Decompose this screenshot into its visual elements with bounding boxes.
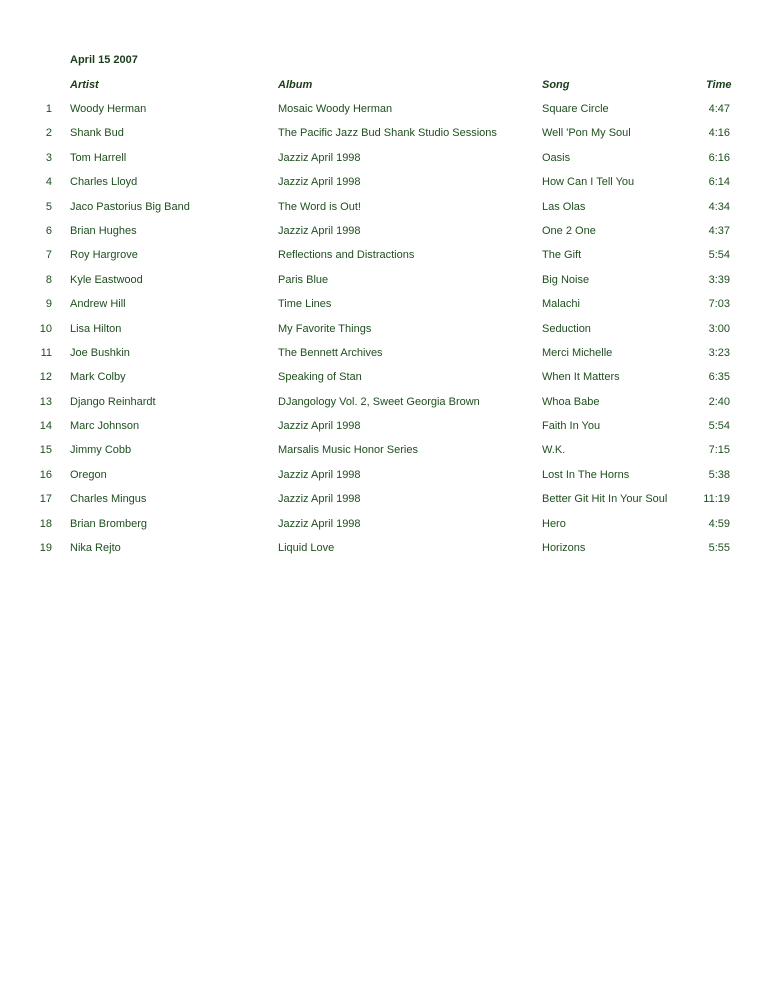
row-album: Time Lines xyxy=(278,298,332,311)
row-artist: Charles Mingus xyxy=(70,493,147,506)
row-song: W.K. xyxy=(542,444,566,457)
row-song: One 2 One xyxy=(542,224,596,237)
table-row xyxy=(0,444,768,468)
row-number: 16 xyxy=(39,468,52,481)
table-row xyxy=(0,420,768,444)
row-number: 13 xyxy=(39,395,52,408)
row-artist: Kyle Eastwood xyxy=(70,273,143,286)
row-album: DJangology Vol. 2, Sweet Georgia Brown xyxy=(278,395,480,408)
row-song: When It Matters xyxy=(542,371,620,384)
row-number: 4 xyxy=(45,176,52,189)
row-album: The Pacific Jazz Bud Shank Studio Sessions xyxy=(278,127,497,140)
row-time: 3:23 xyxy=(708,346,730,359)
table-row xyxy=(0,152,768,176)
table-row xyxy=(0,225,768,249)
table-row xyxy=(0,127,768,151)
row-time: 11:19 xyxy=(703,493,730,506)
row-time: 4:34 xyxy=(708,200,730,213)
row-number: 17 xyxy=(39,493,52,506)
row-artist: Nika Rejto xyxy=(70,542,121,555)
header-album: Album xyxy=(278,79,313,91)
row-album: Reflections and Distractions xyxy=(278,249,415,262)
row-time: 6:35 xyxy=(708,371,730,384)
row-album: Jazziz April 1998 xyxy=(278,420,361,433)
row-album: Mosaic Woody Herman xyxy=(278,103,393,115)
page-date: April 15 2007 xyxy=(70,54,138,66)
row-album: Jazziz April 1998 xyxy=(278,468,361,481)
row-artist: Shank Bud xyxy=(70,127,124,140)
row-song: Well 'Pon My Soul xyxy=(542,127,631,140)
row-time: 4:16 xyxy=(708,127,730,140)
row-album: Speaking of Stan xyxy=(278,371,362,384)
row-time: 3:39 xyxy=(708,273,730,286)
row-number: 15 xyxy=(39,444,52,457)
row-time: 3:00 xyxy=(708,322,730,335)
table-row xyxy=(0,274,768,298)
row-time: 7:15 xyxy=(708,444,730,457)
table-row xyxy=(0,201,768,225)
header-artist: Artist xyxy=(70,79,99,91)
row-album: My Favorite Things xyxy=(278,322,372,335)
playlist-table xyxy=(0,103,768,566)
row-artist: Django Reinhardt xyxy=(70,395,156,408)
row-time: 4:47 xyxy=(708,103,730,115)
row-album: The Bennett Archives xyxy=(278,346,383,359)
row-song: Square Circle xyxy=(542,103,609,115)
row-song: Seduction xyxy=(542,322,591,335)
row-number: 7 xyxy=(45,249,52,262)
row-artist: Jaco Pastorius Big Band xyxy=(70,200,190,213)
row-artist: Woody Herman xyxy=(70,103,147,115)
row-number: 2 xyxy=(45,127,52,140)
row-number: 10 xyxy=(39,322,52,335)
table-row xyxy=(0,542,768,566)
row-time: 4:59 xyxy=(708,517,730,530)
row-artist: Marc Johnson xyxy=(70,420,140,433)
row-album: The Word is Out! xyxy=(278,200,361,213)
row-artist: Charles Lloyd xyxy=(70,176,138,189)
row-album: Jazziz April 1998 xyxy=(278,224,361,237)
table-row xyxy=(0,493,768,517)
row-time: 7:03 xyxy=(708,298,730,311)
row-artist: Tom Harrell xyxy=(70,151,127,164)
row-number: 3 xyxy=(45,151,52,164)
row-album: Marsalis Music Honor Series xyxy=(278,444,418,457)
row-artist: Joe Bushkin xyxy=(70,346,130,359)
row-artist: Roy Hargrove xyxy=(70,249,138,262)
row-song: Big Noise xyxy=(542,273,590,286)
row-album: Jazziz April 1998 xyxy=(278,517,361,530)
row-artist: Mark Colby xyxy=(70,371,126,384)
table-row xyxy=(0,323,768,347)
row-song: Las Olas xyxy=(542,200,586,213)
table-row xyxy=(0,518,768,542)
row-time: 6:14 xyxy=(708,176,730,189)
row-song: Better Git Hit In Your Soul xyxy=(542,493,668,506)
row-artist: Brian Bromberg xyxy=(70,517,148,530)
row-number: 19 xyxy=(39,542,52,555)
table-row xyxy=(0,176,768,200)
row-song: Whoa Babe xyxy=(542,395,600,408)
row-time: 5:55 xyxy=(708,542,730,555)
row-artist: Oregon xyxy=(70,468,107,481)
table-header xyxy=(0,79,768,93)
header-song: Song xyxy=(542,79,570,91)
table-row xyxy=(0,371,768,395)
row-artist: Andrew Hill xyxy=(70,298,126,311)
row-album: Jazziz April 1998 xyxy=(278,176,361,189)
row-time: 5:54 xyxy=(708,249,730,262)
row-number: 11 xyxy=(40,346,52,359)
row-song: Horizons xyxy=(542,542,586,555)
row-song: Merci Michelle xyxy=(542,346,613,359)
row-song: How Can I Tell You xyxy=(542,176,635,189)
row-song: Hero xyxy=(542,517,566,530)
row-artist: Lisa Hilton xyxy=(70,322,122,335)
header-time: Time xyxy=(706,79,732,91)
row-time: 6:16 xyxy=(708,151,730,164)
row-artist: Jimmy Cobb xyxy=(70,444,132,457)
table-row xyxy=(0,298,768,322)
row-song: Lost In The Horns xyxy=(542,468,630,481)
row-number: 6 xyxy=(45,224,52,237)
row-number: 5 xyxy=(45,200,52,213)
row-number: 8 xyxy=(45,273,52,286)
row-number: 18 xyxy=(39,517,52,530)
row-album: Liquid Love xyxy=(278,542,335,555)
table-row xyxy=(0,103,768,127)
row-album: Jazziz April 1998 xyxy=(278,151,361,164)
row-song: Malachi xyxy=(542,298,580,311)
row-album: Jazziz April 1998 xyxy=(278,493,361,506)
table-row xyxy=(0,396,768,420)
table-row xyxy=(0,347,768,371)
row-number: 12 xyxy=(39,371,52,384)
row-time: 5:38 xyxy=(708,468,730,481)
row-number: 1 xyxy=(45,103,52,115)
row-song: The Gift xyxy=(542,249,582,262)
row-song: Faith In You xyxy=(542,420,601,433)
row-song: Oasis xyxy=(542,151,571,164)
row-number: 14 xyxy=(39,420,52,433)
row-time: 5:54 xyxy=(708,420,730,433)
row-number: 9 xyxy=(45,298,52,311)
table-row xyxy=(0,249,768,273)
row-time: 4:37 xyxy=(708,224,730,237)
table-row xyxy=(0,469,768,493)
row-artist: Brian Hughes xyxy=(70,224,137,237)
row-time: 2:40 xyxy=(708,395,730,408)
row-album: Paris Blue xyxy=(278,273,329,286)
